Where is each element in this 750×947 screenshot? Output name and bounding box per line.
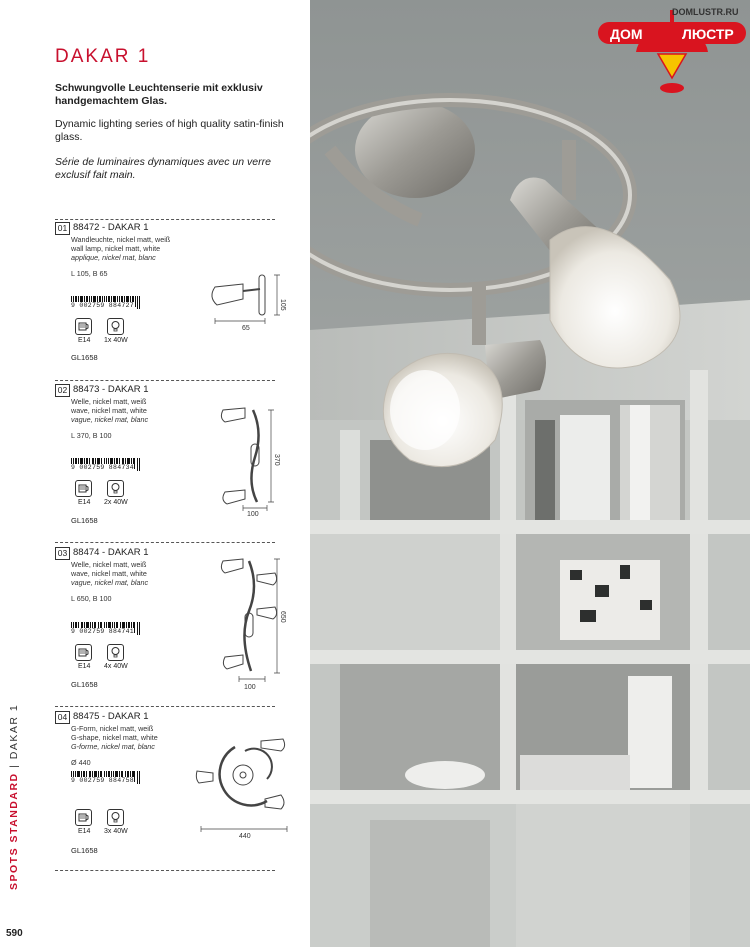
product-dimensions: L 370, B 100 <box>71 431 112 440</box>
divider <box>55 706 275 707</box>
spec-icons <box>75 480 135 506</box>
bulb-icon <box>107 809 124 826</box>
spec-icons <box>75 809 135 835</box>
product-description <box>71 397 148 424</box>
g-shape-lamp-drawing <box>195 729 295 844</box>
intro-english: Dynamic lighting series of high quality satin-finish glass. <box>55 118 284 143</box>
gl-code: GL1658 <box>71 353 98 362</box>
section-separator: | <box>8 763 20 768</box>
bulb-icon <box>107 318 124 335</box>
page-title: DAKAR 1 <box>55 46 151 67</box>
product-description <box>71 724 158 751</box>
desc-french: vague, nickel mat, blanc <box>71 578 149 587</box>
divider <box>55 542 275 543</box>
divider <box>55 380 275 381</box>
dim-horizontal: 100 <box>247 511 259 517</box>
dim-horizontal: 100 <box>244 684 256 691</box>
socket-icon <box>75 480 92 497</box>
desc-german: Welle, nickel matt, weiß <box>71 397 147 406</box>
spec-icons <box>75 644 135 670</box>
product-item <box>55 384 295 534</box>
dim-vertical: 650 <box>279 611 286 623</box>
product-code: 88473 - DAKAR 1 <box>73 384 149 395</box>
gl-code: GL1658 <box>71 680 98 689</box>
product-description <box>71 560 148 587</box>
power-label: 4x 40W <box>104 663 128 670</box>
power-label: 2x 40W <box>104 499 128 506</box>
power-label: 3x 40W <box>104 828 128 835</box>
section-category: SPOTS STANDARD <box>8 772 20 890</box>
power-label: 1x 40W <box>104 337 128 344</box>
vertical-section-label <box>8 704 20 890</box>
socket-icon <box>75 809 92 826</box>
socket-label: E14 <box>78 663 91 670</box>
product-code: 88474 - DAKAR 1 <box>73 547 149 558</box>
logo-site: DOMLUSTR.RU <box>672 7 739 17</box>
product-item <box>55 711 295 861</box>
desc-french: G-forme, nickel mat, blanc <box>71 742 155 751</box>
socket-label: E14 <box>78 828 91 835</box>
product-number: 03 <box>55 547 70 560</box>
intro-french: Série de luminaires dynamiques avec un verre exclusif fait main. <box>55 156 271 181</box>
barcode-number: 9 002759 884734 <box>71 464 135 471</box>
section-series: DAKAR 1 <box>8 703 20 760</box>
product-code: 88472 - DAKAR 1 <box>73 222 149 233</box>
domlustr-logo <box>598 6 746 96</box>
barcode-number: 9 002759 884741 <box>71 628 135 635</box>
page-number: 590 <box>6 928 23 939</box>
socket-icon <box>75 644 92 661</box>
desc-english: wave, nickel matt, white <box>71 569 147 578</box>
dim-vertical: 105 <box>279 299 286 311</box>
catalog-text-column <box>0 0 310 947</box>
spec-icons <box>75 318 135 344</box>
barcode-number: 9 002759 884727 <box>71 302 135 309</box>
wave-2-lamp-drawing <box>215 402 295 517</box>
divider <box>55 219 275 220</box>
logo-word-1: ДОМ <box>610 26 643 42</box>
product-dimensions: Ø 440 <box>71 758 91 767</box>
desc-english: wall lamp, nickel matt, white <box>71 244 161 253</box>
gl-code: GL1658 <box>71 516 98 525</box>
dim-vertical: 370 <box>273 454 280 466</box>
product-number: 01 <box>55 222 70 235</box>
desc-english: G-shape, nickel matt, white <box>71 733 158 742</box>
desc-german: Wandleuchte, nickel matt, weiß <box>71 235 171 244</box>
desc-french: vague, nickel mat, blanc <box>71 415 149 424</box>
product-description <box>71 235 170 262</box>
product-item <box>55 547 295 697</box>
desc-english: wave, nickel matt, white <box>71 406 147 415</box>
divider <box>55 870 275 871</box>
desc-german: Welle, nickel matt, weiß <box>71 560 147 569</box>
socket-icon <box>75 318 92 335</box>
bulb-icon <box>107 644 124 661</box>
socket-label: E14 <box>78 499 91 506</box>
product-photo <box>310 0 750 947</box>
product-item <box>55 222 295 372</box>
product-dimensions: L 650, B 100 <box>71 594 112 603</box>
wave-4-lamp-drawing <box>213 551 295 693</box>
wall-lamp-drawing <box>205 267 295 337</box>
product-code: 88475 - DAKAR 1 <box>73 711 149 722</box>
socket-label: E14 <box>78 337 91 344</box>
dim-horizontal: 65 <box>242 325 250 332</box>
product-dimensions: L 105, B 65 <box>71 269 108 278</box>
desc-french: applique, nickel mat, blanc <box>71 253 156 262</box>
product-number: 02 <box>55 384 70 397</box>
dim-horizontal: 440 <box>239 833 251 840</box>
intro-german: Schwungvolle Leuchtenserie mit exklusiv handgemachtem Glas. <box>55 82 263 107</box>
gl-code: GL1658 <box>71 846 98 855</box>
product-number: 04 <box>55 711 70 724</box>
barcode-number: 9 002759 884758 <box>71 777 135 784</box>
logo-word-2: ЛЮСТР <box>682 26 734 42</box>
desc-german: G-Form, nickel matt, weiß <box>71 724 154 733</box>
bulb-icon <box>107 480 124 497</box>
